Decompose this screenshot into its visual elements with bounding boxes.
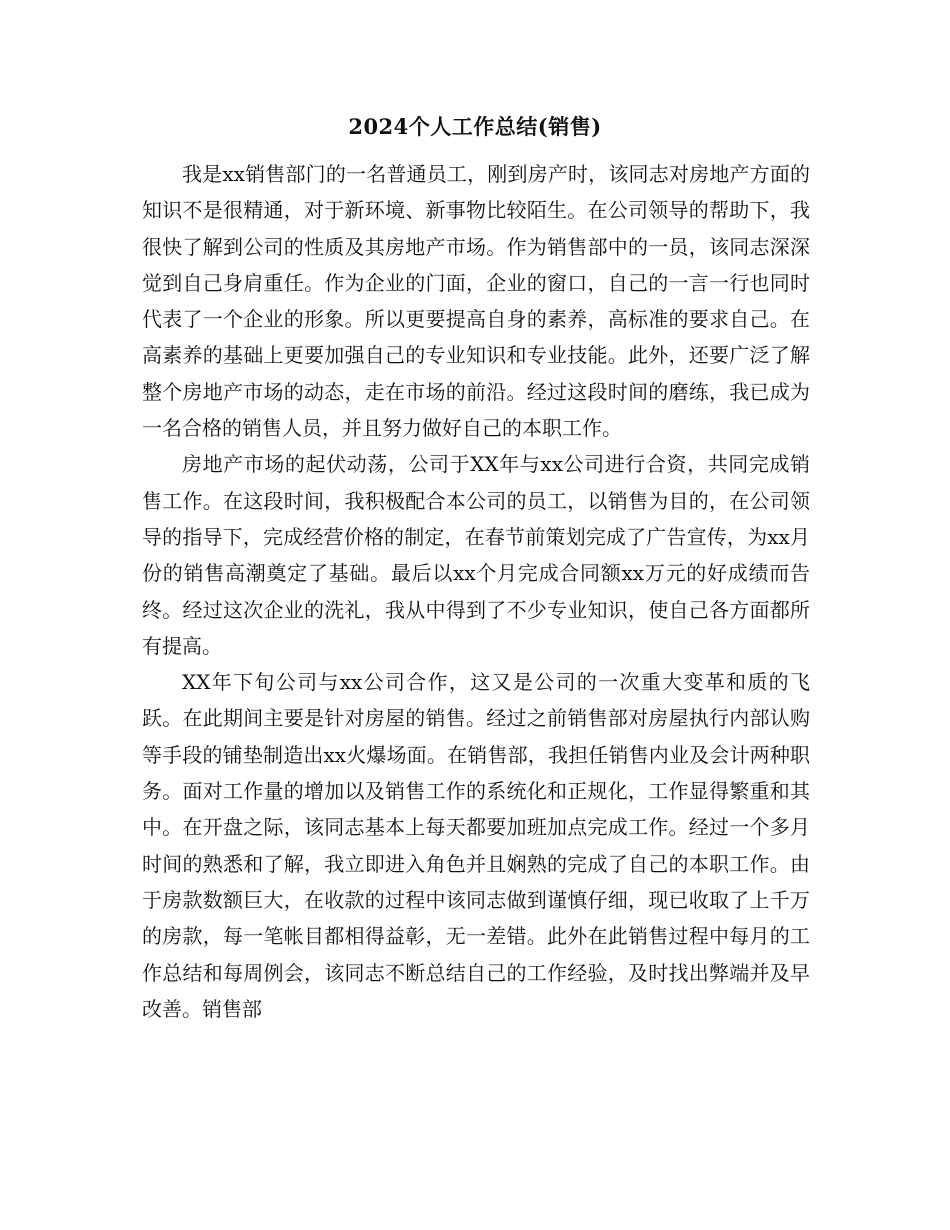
- paragraph-3: XX年下旬公司与xx公司合作，这又是公司的一次重大变革和质的飞跃。在此期间主要是针对房屋的销售。经过之前销售部对房屋执行内部认购等手段的铺垫制造出xx火爆场面。在销售部，我担任销售内业及会计两种职务。面对工作量的增加以及销售工作的系统化和正规化，工作显得繁重和其中。在开盘之际，该同志基本上每天都要加班加点完成工作。经过一个多月时间的熟悉和了解，我立即进入角色并且娴熟的完成了自己的本职工作。由于房款数额巨大，在收款的过程中该同志做到谨慎仔细，现已收取了上千万的房款，每一笔帐目都相得益彰，无一差错。此外在此销售过程中每月的工作总结和每周例会，该同志不断总结自己的工作经验，及时找出弊端并及早改善。销售部: [142, 670, 810, 1021]
- document-title: 2024个人工作总结(销售): [348, 114, 602, 139]
- paragraph-2: 房地产市场的起伏动荡，公司于XX年与xx公司进行合资，共同完成销售工作。在这段时间，我积极配合本公司的员工，以销售为目的，在公司领导的指导下，完成经营价格的制定，在春节前策划完成了广告宣传，为xx月份的销售高潮奠定了基础。最后以xx个月完成合同额xx万元的好成绩而告终。经过这次企业的洗礼，我从中得到了不少专业知识，使自己各方面都所有提高。: [142, 452, 810, 658]
- document-body: [142, 156, 810, 1027]
- paragraph-1: 我是xx销售部门的一名普通员工，刚到房产时，该同志对房地产方面的知识不是很精通，对于新环境、新事物比较陌生。在公司领导的帮助下，我很快了解到公司的性质及其房地产市场。作为销售部中的一员，该同志深深觉到自己身肩重任。作为企业的门面，企业的窗口，自己的一言一行也同时代表了一个企业的形象。所以更要提高自身的素养，高标准的要求自己。在高素养的基础上更要加强自己的专业知识和专业技能。此外，还要广泛了解整个房地产市场的动态，走在市场的前沿。经过这段时间的磨练，我已成为一名合格的销售人员，并且努力做好自己的本职工作。: [142, 162, 810, 441]
